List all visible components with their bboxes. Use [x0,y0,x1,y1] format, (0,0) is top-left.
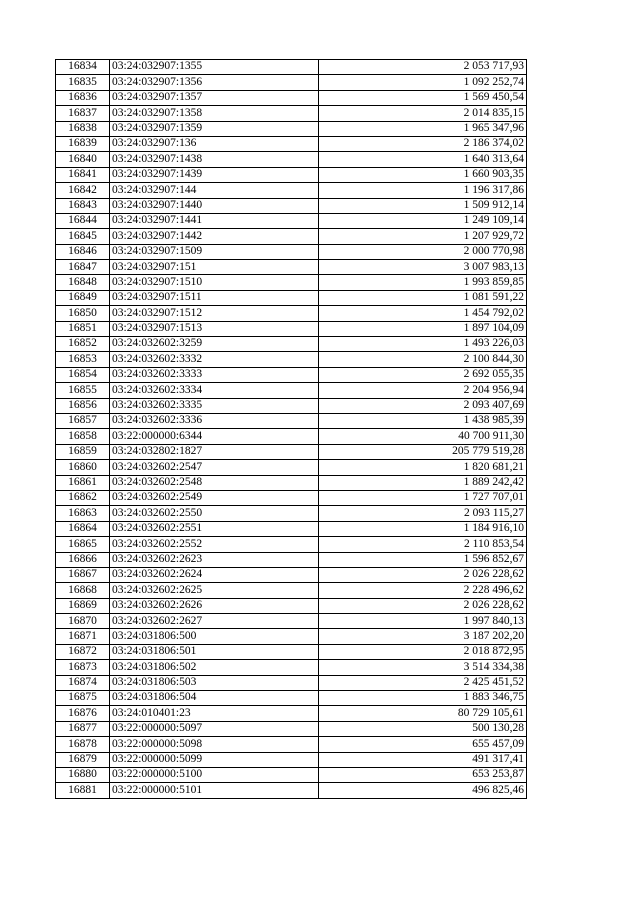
cadastral-number-cell: 03:24:032602:2551 [110,521,319,536]
cadastral-value-cell: 1 889 242,42 [319,475,527,490]
cadastral-number-cell: 03:24:032602:2625 [110,583,319,598]
table-row [56,167,527,182]
cadastral-value-cell: 1 897 104,09 [319,321,527,336]
row-number-cell: 16871 [56,629,110,644]
table-row [56,583,527,598]
table-row [56,675,527,690]
cadastral-number-cell: 03:24:032602:2549 [110,490,319,505]
cadastral-value-cell: 3 187 202,20 [319,629,527,644]
cadastral-number-cell: 03:24:032907:1441 [110,213,319,228]
cadastral-value-cell: 80 729 105,61 [319,706,527,721]
cadastral-value-cell: 40 700 911,30 [319,429,527,444]
row-number-cell: 16864 [56,521,110,536]
cadastral-value-cell: 1 092 252,74 [319,75,527,90]
cadastral-value-cell: 2 093 407,69 [319,398,527,413]
cadastral-number-cell: 03:24:032907:1438 [110,152,319,167]
row-number-cell: 16846 [56,244,110,259]
table-row [56,152,527,167]
cadastral-value-cell: 500 130,28 [319,721,527,736]
cadastral-value-cell: 1 569 450,54 [319,90,527,105]
cadastral-number-cell: 03:24:032907:1355 [110,60,319,75]
cadastral-number-cell: 03:24:032602:3336 [110,413,319,428]
table-row [56,337,527,352]
cadastral-number-cell: 03:24:032602:2550 [110,506,319,521]
row-number-cell: 16872 [56,644,110,659]
table-body [56,60,527,799]
row-number-cell: 16842 [56,183,110,198]
cadastral-value-cell: 1 820 681,21 [319,460,527,475]
row-number-cell: 16868 [56,583,110,598]
cadastral-number-cell: 03:22:000000:6344 [110,429,319,444]
table-row [56,691,527,706]
table-row [56,260,527,275]
table-row [56,183,527,198]
cadastral-value-cell: 1 997 840,13 [319,614,527,629]
cadastral-value-cell: 1 596 852,67 [319,552,527,567]
row-number-cell: 16836 [56,90,110,105]
cadastral-value-cell: 1 438 985,39 [319,413,527,428]
cadastral-value-cell: 2 026 228,62 [319,598,527,613]
row-number-cell: 16848 [56,275,110,290]
row-number-cell: 16877 [56,721,110,736]
cadastral-number-cell: 03:22:000000:5101 [110,783,319,798]
cadastral-number-cell: 03:24:032907:1359 [110,121,319,136]
row-number-cell: 16880 [56,767,110,782]
cadastral-value-cell: 2 018 872,95 [319,644,527,659]
cadastral-value-cell: 1 509 912,14 [319,198,527,213]
row-number-cell: 16854 [56,367,110,382]
row-number-cell: 16857 [56,413,110,428]
table-row [56,306,527,321]
cadastral-value-cell: 2 110 853,54 [319,537,527,552]
row-number-cell: 16867 [56,567,110,582]
cadastral-number-cell: 03:24:032907:1513 [110,321,319,336]
table-row [56,106,527,121]
cadastral-number-cell: 03:24:032907:1511 [110,290,319,305]
cadastral-value-cell: 2 100 844,30 [319,352,527,367]
table-row [56,413,527,428]
cadastral-number-cell: 03:24:032602:2547 [110,460,319,475]
cadastral-value-cell: 2 425 451,52 [319,675,527,690]
cadastral-value-cell: 1 454 792,02 [319,306,527,321]
cadastral-number-cell: 03:24:031806:500 [110,629,319,644]
table-row [56,767,527,782]
cadastral-number-cell: 03:24:032907:1356 [110,75,319,90]
cadastral-number-cell: 03:22:000000:5100 [110,767,319,782]
row-number-cell: 16858 [56,429,110,444]
row-number-cell: 16859 [56,444,110,459]
row-number-cell: 16845 [56,229,110,244]
cadastral-value-cell: 2 053 717,93 [319,60,527,75]
cadastral-number-cell: 03:24:032602:3335 [110,398,319,413]
cadastral-value-cell: 655 457,09 [319,737,527,752]
table-row [56,198,527,213]
table-row [56,552,527,567]
cadastral-value-cell: 1 883 346,75 [319,691,527,706]
cadastral-value-cell: 3 007 983,13 [319,260,527,275]
row-number-cell: 16843 [56,198,110,213]
row-number-cell: 16855 [56,383,110,398]
row-number-cell: 16835 [56,75,110,90]
row-number-cell: 16861 [56,475,110,490]
cadastral-number-cell: 03:24:032602:3259 [110,337,319,352]
cadastral-value-cell: 1 081 591,22 [319,290,527,305]
table-row [56,460,527,475]
cadastral-value-cell: 1 493 226,03 [319,337,527,352]
table-row [56,598,527,613]
cadastral-number-cell: 03:24:031806:502 [110,660,319,675]
row-number-cell: 16841 [56,167,110,182]
row-number-cell: 16856 [56,398,110,413]
row-number-cell: 16853 [56,352,110,367]
row-number-cell: 16851 [56,321,110,336]
cadastral-number-cell: 03:24:032602:2627 [110,614,319,629]
cadastral-value-cell: 2 228 496,62 [319,583,527,598]
table-row [56,629,527,644]
cadastral-number-cell: 03:24:032907:1440 [110,198,319,213]
row-number-cell: 16837 [56,106,110,121]
table-row [56,444,527,459]
cadastral-value-cell: 2 014 835,15 [319,106,527,121]
table-row [56,490,527,505]
cadastral-value-cell: 2 186 374,02 [319,136,527,151]
table-row [56,398,527,413]
table-row [56,90,527,105]
row-number-cell: 16834 [56,60,110,75]
row-number-cell: 16865 [56,537,110,552]
table-row [56,60,527,75]
table-row [56,229,527,244]
table-row [56,383,527,398]
cadastral-number-cell: 03:24:031806:503 [110,675,319,690]
cadastral-number-cell: 03:24:032602:2626 [110,598,319,613]
row-number-cell: 16838 [56,121,110,136]
cadastral-value-cell: 3 514 334,38 [319,660,527,675]
row-number-cell: 16870 [56,614,110,629]
cadastral-value-cell: 1 184 916,10 [319,521,527,536]
cadastral-number-cell: 03:24:032907:1358 [110,106,319,121]
table-row [56,567,527,582]
table-row [56,429,527,444]
cadastral-number-cell: 03:24:032802:1827 [110,444,319,459]
table-row [56,136,527,151]
cadastral-number-cell: 03:24:032907:136 [110,136,319,151]
table-row [56,537,527,552]
table-row [56,721,527,736]
row-number-cell: 16847 [56,260,110,275]
table-row [56,121,527,136]
cadastral-number-cell: 03:24:032602:2548 [110,475,319,490]
cadastral-number-cell: 03:24:032907:1512 [110,306,319,321]
cadastral-value-cell: 2 692 055,35 [319,367,527,382]
table-row [56,352,527,367]
cadastral-value-cell: 2 000 770,98 [319,244,527,259]
cadastral-value-cell: 1 993 859,85 [319,275,527,290]
cadastral-number-cell: 03:22:000000:5099 [110,752,319,767]
table-row [56,290,527,305]
cadastral-value-cell: 491 317,41 [319,752,527,767]
table-row [56,367,527,382]
row-number-cell: 16873 [56,660,110,675]
cadastral-number-cell: 03:24:031806:504 [110,691,319,706]
cadastral-number-cell: 03:24:032907:1510 [110,275,319,290]
cadastral-value-cell: 1 207 929,72 [319,229,527,244]
table-row [56,783,527,798]
row-number-cell: 16869 [56,598,110,613]
cadastral-value-cell: 1 196 317,86 [319,183,527,198]
cadastral-number-cell: 03:24:032602:3333 [110,367,319,382]
cadastral-value-cell: 1 660 903,35 [319,167,527,182]
table-row [56,213,527,228]
cadastral-number-cell: 03:22:000000:5097 [110,721,319,736]
cadastral-number-cell: 03:24:032602:2624 [110,567,319,582]
table-row [56,752,527,767]
table-row [56,614,527,629]
cadastral-value-cell: 2 026 228,62 [319,567,527,582]
cadastral-value-cell: 1 727 707,01 [319,490,527,505]
cadastral-number-cell: 03:24:032907:144 [110,183,319,198]
table-row [56,275,527,290]
row-number-cell: 16863 [56,506,110,521]
row-number-cell: 16875 [56,691,110,706]
cadastral-number-cell: 03:24:032907:1357 [110,90,319,105]
row-number-cell: 16878 [56,737,110,752]
cadastral-value-table [55,59,527,799]
row-number-cell: 16840 [56,152,110,167]
table-row [56,506,527,521]
table-row [56,706,527,721]
cadastral-number-cell: 03:24:031806:501 [110,644,319,659]
row-number-cell: 16852 [56,337,110,352]
row-number-cell: 16850 [56,306,110,321]
table-row [56,737,527,752]
cadastral-number-cell: 03:24:032602:2623 [110,552,319,567]
cadastral-number-cell: 03:24:032602:3332 [110,352,319,367]
table-row [56,244,527,259]
row-number-cell: 16839 [56,136,110,151]
cadastral-value-cell: 1 249 109,14 [319,213,527,228]
cadastral-value-cell: 653 253,87 [319,767,527,782]
table-row [56,321,527,336]
cadastral-number-cell: 03:24:010401:23 [110,706,319,721]
cadastral-number-cell: 03:24:032907:1442 [110,229,319,244]
table-row [56,644,527,659]
cadastral-value-cell: 1 640 313,64 [319,152,527,167]
row-number-cell: 16874 [56,675,110,690]
row-number-cell: 16862 [56,490,110,505]
row-number-cell: 16849 [56,290,110,305]
cadastral-number-cell: 03:24:032602:3334 [110,383,319,398]
table-row [56,475,527,490]
cadastral-value-cell: 2 093 115,27 [319,506,527,521]
cadastral-number-cell: 03:24:032907:1509 [110,244,319,259]
row-number-cell: 16860 [56,460,110,475]
row-number-cell: 16866 [56,552,110,567]
cadastral-value-cell: 2 204 956,94 [319,383,527,398]
cadastral-number-cell: 03:24:032907:151 [110,260,319,275]
table-row [56,521,527,536]
cadastral-number-cell: 03:24:032602:2552 [110,537,319,552]
cadastral-value-cell: 205 779 519,28 [319,444,527,459]
row-number-cell: 16876 [56,706,110,721]
cadastral-number-cell: 03:24:032907:1439 [110,167,319,182]
cadastral-value-cell: 496 825,46 [319,783,527,798]
table-row [56,660,527,675]
row-number-cell: 16844 [56,213,110,228]
cadastral-value-cell: 1 965 347,96 [319,121,527,136]
cadastral-number-cell: 03:22:000000:5098 [110,737,319,752]
table-row [56,75,527,90]
row-number-cell: 16881 [56,783,110,798]
row-number-cell: 16879 [56,752,110,767]
